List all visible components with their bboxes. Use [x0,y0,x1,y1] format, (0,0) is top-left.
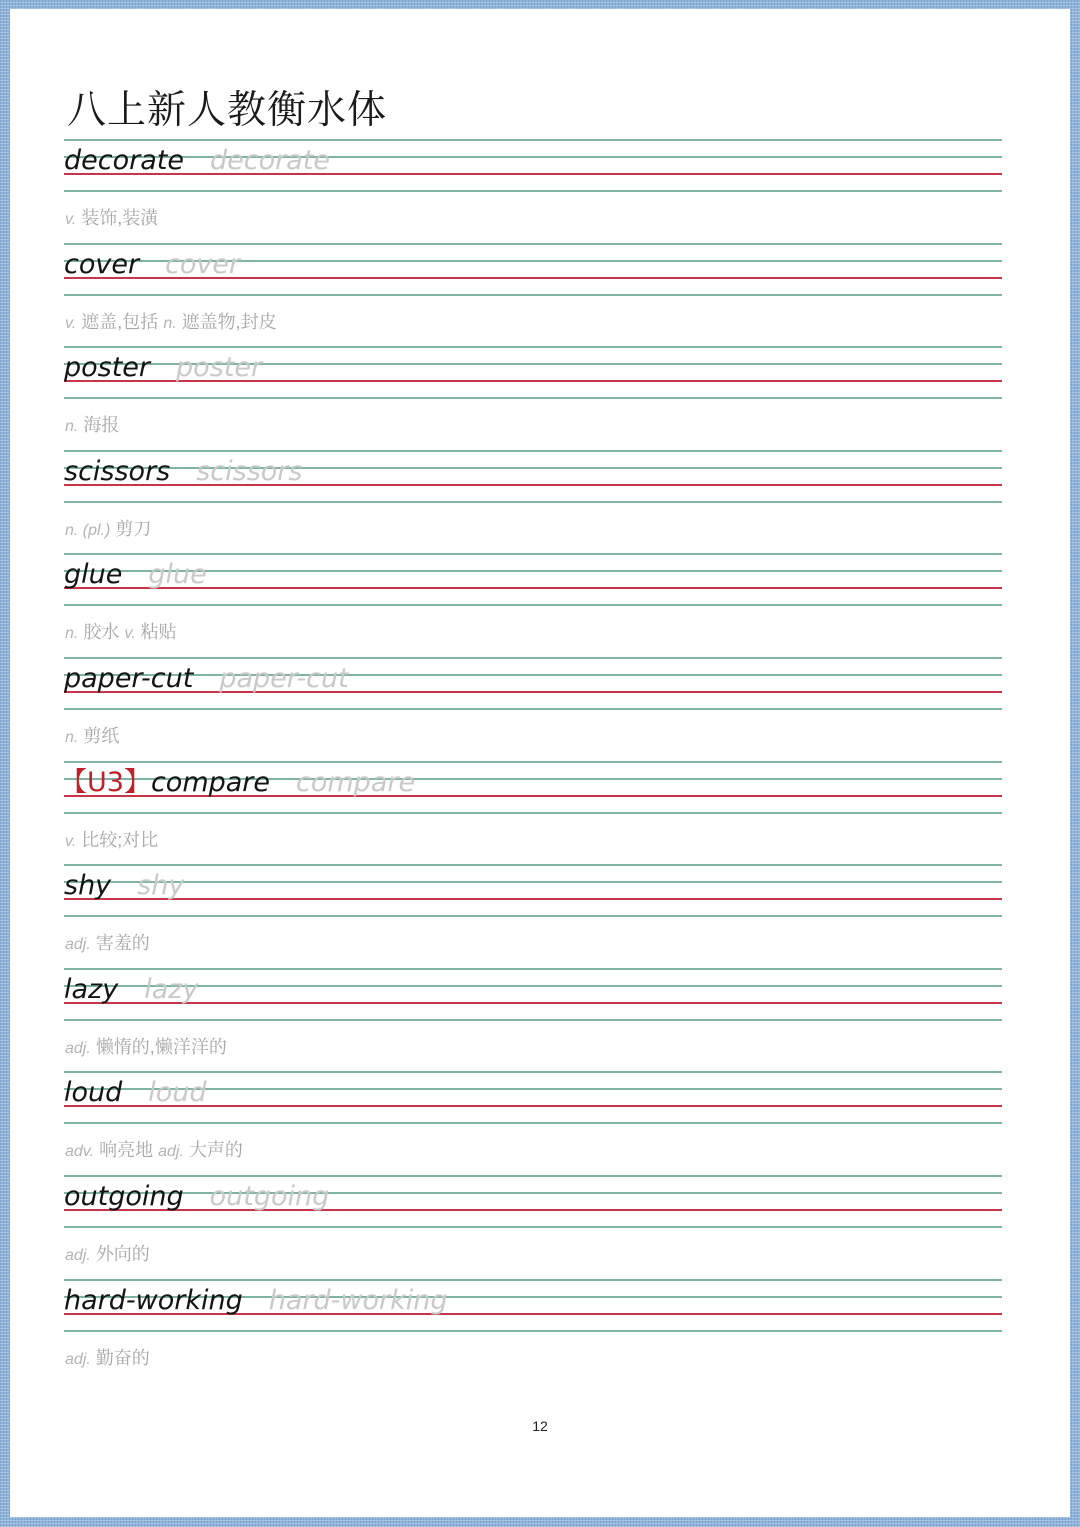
word-line [64,457,302,487]
unit-tag: 【U3】 [60,767,151,798]
vocab-word: poster [64,352,151,383]
vocab-word: outgoing [64,1181,184,1212]
word-line [64,664,349,694]
page-number: 12 [532,1418,548,1434]
guide-rule [64,243,1002,245]
vocab-word: shy [64,870,112,901]
guide-rule [64,1226,1002,1228]
definition-text: 遮盖,包括 [81,312,159,332]
definition-text: 海报 [83,415,120,435]
vocab-entry [64,139,1002,243]
vocab-entry [64,346,1002,450]
trace-word: decorate [209,145,330,176]
vocab-entry [64,968,1002,1072]
page-title: 八上新人教衡水体 [67,88,388,133]
part-of-speech: adj. [65,936,91,953]
vocab-word: lazy [64,974,119,1005]
trace-word: shy [137,870,185,901]
vocab-word: paper-cut [64,663,194,694]
trace-word: glue [148,559,207,590]
guide-rule [64,1330,1002,1332]
guide-rule [64,708,1002,710]
definition-text: 响亮地 [99,1140,154,1160]
guide-rule [64,985,1002,987]
vocab-entry [64,1071,1002,1175]
vocab-word: hard-working [64,1285,243,1316]
word-line [60,767,416,798]
word-line [64,560,207,590]
definition-text: 胶水 [83,622,120,642]
definition-text: 大声的 [188,1140,243,1160]
guide-rule [64,139,1002,141]
trace-word: loud [148,1077,207,1108]
word-meaning [65,829,158,853]
guide-rule [64,553,1002,555]
guide-rule [64,294,1002,296]
word-meaning [65,207,158,231]
baseline-rule [64,1002,1002,1004]
guide-rule [64,604,1002,606]
trace-word: outgoing [209,1181,330,1212]
part-of-speech: n. [65,418,79,435]
trace-word: poster [176,352,263,383]
guide-rule [64,1279,1002,1281]
vocab-entry [64,553,1002,657]
part-of-speech: v. [124,625,136,642]
vocab-entry [60,761,1002,865]
word-meaning [65,1243,150,1267]
vocab-entry [64,450,1002,554]
baseline-rule [64,898,1002,900]
vocab-word: cover [64,249,140,280]
guide-rule [64,190,1002,192]
part-of-speech: adj. [158,1143,184,1160]
definition-text: 遮盖物,封皮 [181,312,277,332]
word-meaning [65,1347,150,1371]
guide-rule [64,761,1002,763]
vocab-word: loud [64,1077,123,1108]
definition-text: 懒惰的,懒洋洋的 [95,1037,227,1057]
word-meaning [65,518,151,542]
part-of-speech: n. [65,729,79,746]
vocab-entry [64,1279,1002,1383]
part-of-speech: n. [163,315,177,332]
guide-rule [64,397,1002,399]
part-of-speech: n. (pl.) [65,522,111,539]
guide-rule [64,1071,1002,1073]
definition-text: 外向的 [95,1244,150,1264]
part-of-speech: adj. [65,1247,91,1264]
word-meaning [65,725,119,749]
word-line [64,1286,447,1316]
worksheet-page [10,9,1070,1517]
word-meaning [65,1036,227,1060]
vocab-word: glue [64,559,123,590]
guide-rule [64,1122,1002,1124]
trace-word: cover [165,249,241,280]
part-of-speech: adj. [65,1040,91,1057]
part-of-speech: v. [65,211,77,228]
word-meaning [65,932,150,956]
vocab-word: scissors [64,456,171,487]
part-of-speech: v. [65,833,77,850]
vocab-word: decorate [64,145,184,176]
word-meaning [65,621,177,645]
vocab-entry [64,243,1002,347]
guide-rule [64,915,1002,917]
definition-text: 剪纸 [83,726,120,746]
word-meaning [65,1139,243,1163]
trace-word: paper-cut [219,663,349,694]
guide-rule [64,812,1002,814]
trace-word: lazy [144,974,199,1005]
guide-rule [64,657,1002,659]
vocab-word: compare [150,767,271,798]
word-line [64,1182,329,1212]
word-line [64,975,198,1005]
vocab-entry [64,864,1002,968]
vocab-entry [64,657,1002,761]
guide-rule [64,346,1002,348]
definition-text: 勤奋的 [95,1348,150,1368]
word-line [64,871,184,901]
guide-rule [64,881,1002,883]
guide-rule [64,1019,1002,1021]
word-line [64,353,262,383]
word-meaning [65,414,119,438]
definition-text: 粘贴 [140,622,177,642]
part-of-speech: n. [65,625,79,642]
word-meaning [65,311,277,335]
definition-text: 剪刀 [115,519,152,539]
definition-text: 装饰,装潢 [81,208,159,228]
word-line [64,1078,207,1108]
vocab-entry [64,1175,1002,1279]
guide-rule [64,1175,1002,1177]
guide-rule [64,450,1002,452]
word-line [64,250,240,280]
part-of-speech: adv. [65,1143,95,1160]
part-of-speech: v. [65,315,77,332]
trace-word: scissors [196,456,303,487]
definition-text: 害羞的 [95,933,150,953]
word-line [64,146,330,176]
part-of-speech: adj. [65,1351,91,1368]
guide-rule [64,501,1002,503]
trace-word: compare [296,767,416,798]
guide-rule [64,968,1002,970]
guide-rule [64,864,1002,866]
trace-word: hard-working [268,1285,448,1316]
definition-text: 比较;对比 [81,830,159,850]
